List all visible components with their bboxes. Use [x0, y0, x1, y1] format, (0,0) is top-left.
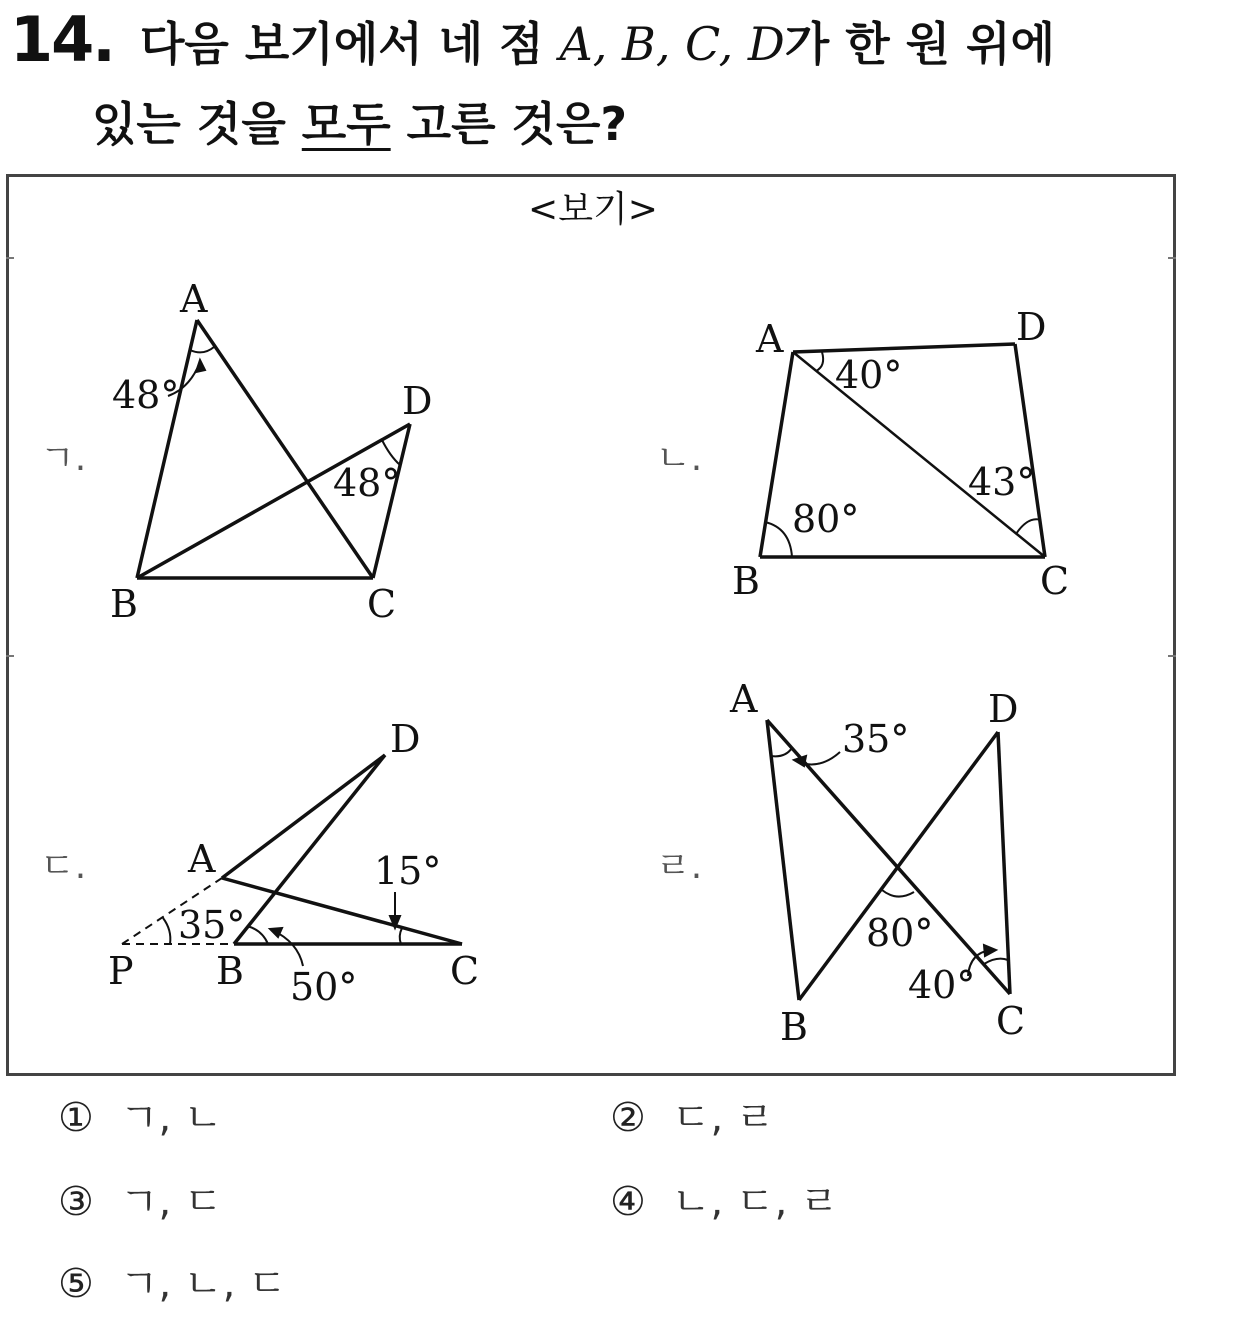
- figure-r-edge-dc: [998, 732, 1010, 994]
- figure-d-point-b: B: [216, 949, 244, 993]
- figure-g-arc-a: [190, 347, 214, 352]
- figure-n-arc-b: [765, 522, 792, 557]
- question-underlined-word: 모두: [301, 97, 391, 151]
- choice-2[interactable]: [610, 1092, 775, 1144]
- figure-g-point-b: B: [110, 582, 138, 626]
- figure-r-point-a: A: [730, 677, 758, 721]
- choice-text: ㄱ, ㄷ: [119, 1179, 223, 1225]
- figure-n-angle-b: 80°: [792, 497, 860, 541]
- figure-n-point-c: C: [1040, 559, 1070, 603]
- choice-text: ㄱ, ㄴ, ㄷ: [119, 1261, 287, 1307]
- figure-g-angle-a: 48°: [112, 373, 180, 417]
- figure-r-arc-center: [882, 890, 914, 897]
- figure-n-angle-dac: 40°: [835, 353, 903, 397]
- figure-r-angle-c: 40°: [908, 963, 976, 1007]
- figure-r-point-c: C: [996, 999, 1026, 1043]
- figure-n-arc-c: [1016, 519, 1041, 534]
- figure-n-angle-acd: 43°: [968, 460, 1036, 504]
- figure-d-angle-b: 50°: [290, 965, 358, 1009]
- figure-d-point-p: P: [108, 949, 134, 993]
- figure-d-arc-c: [400, 928, 402, 944]
- choice-text: ㄱ, ㄴ: [119, 1095, 223, 1141]
- figure-d: [40, 717, 479, 1009]
- choice-number: ②: [610, 1095, 646, 1141]
- figure-g-edge-ac: [197, 320, 373, 578]
- choice-number: ④: [610, 1179, 646, 1225]
- question-text-part: 가 한 원 위에: [784, 17, 1055, 71]
- figure-n-arc-a: [816, 352, 823, 371]
- figure-n-point-d: D: [1016, 305, 1047, 349]
- question-text-part: 고른 것은?: [390, 97, 628, 151]
- figure-d-point-d: D: [390, 717, 421, 761]
- figure-d-point-c: C: [450, 949, 480, 993]
- question-text-part: 다음 보기에서 네 점: [140, 17, 560, 71]
- figure-g-point-a: A: [180, 277, 208, 321]
- figure-n-point-a: A: [756, 317, 784, 361]
- figure-r: [656, 677, 1025, 1049]
- figure-r-point-b: B: [780, 1005, 808, 1049]
- figure-r-angle-a: 35°: [842, 717, 910, 761]
- figure-d-arc-b: [247, 926, 268, 944]
- figure-g-point-d: D: [402, 379, 433, 423]
- figure-n: [656, 305, 1069, 603]
- choice-3[interactable]: [58, 1176, 223, 1228]
- figure-g-angle-d: 48°: [333, 461, 401, 505]
- figure-d-angle-p: 35°: [178, 903, 246, 947]
- figure-r-label: ㄹ.: [656, 846, 703, 887]
- choice-number: ⑤: [58, 1261, 94, 1307]
- choice-text: ㄷ, ㄹ: [671, 1095, 775, 1141]
- figure-d-angle-c: 15°: [374, 849, 442, 893]
- figure-g-edge-ab: [137, 320, 197, 578]
- figure-g: [40, 277, 432, 626]
- figure-d-label: ㄷ.: [40, 846, 87, 887]
- figure-r-arc-c: [984, 959, 1008, 964]
- figure-n-point-b: B: [732, 559, 760, 603]
- question-number: 14.: [10, 3, 114, 76]
- figure-g-point-c: C: [367, 582, 397, 626]
- figure-r-arc-a: [771, 748, 792, 756]
- choice-4[interactable]: [610, 1176, 839, 1228]
- figure-r-angle-center: 80°: [866, 911, 934, 955]
- figure-d-arc-p: [163, 918, 170, 944]
- choice-number: ③: [58, 1179, 94, 1225]
- choice-number: ①: [58, 1095, 94, 1141]
- choice-1[interactable]: [58, 1092, 223, 1144]
- figure-n-edge-dc: [1015, 344, 1045, 557]
- figure-d-point-a: A: [188, 837, 216, 881]
- figure-n-edge-ad: [793, 344, 1015, 352]
- example-box-title: <보기>: [528, 189, 658, 230]
- choice-5[interactable]: [58, 1258, 287, 1310]
- question-text-part: 있는 것을: [92, 97, 302, 151]
- question-points: A, B, C, D: [559, 17, 785, 71]
- choice-text: ㄴ, ㄷ, ㄹ: [671, 1179, 839, 1225]
- figure-r-edge-bd: [799, 732, 998, 1000]
- figure-r-edge-ab: [767, 720, 799, 1000]
- figure-r-point-d: D: [988, 687, 1019, 731]
- figure-g-label: ㄱ.: [40, 438, 87, 479]
- figure-n-label: ㄴ.: [656, 438, 703, 479]
